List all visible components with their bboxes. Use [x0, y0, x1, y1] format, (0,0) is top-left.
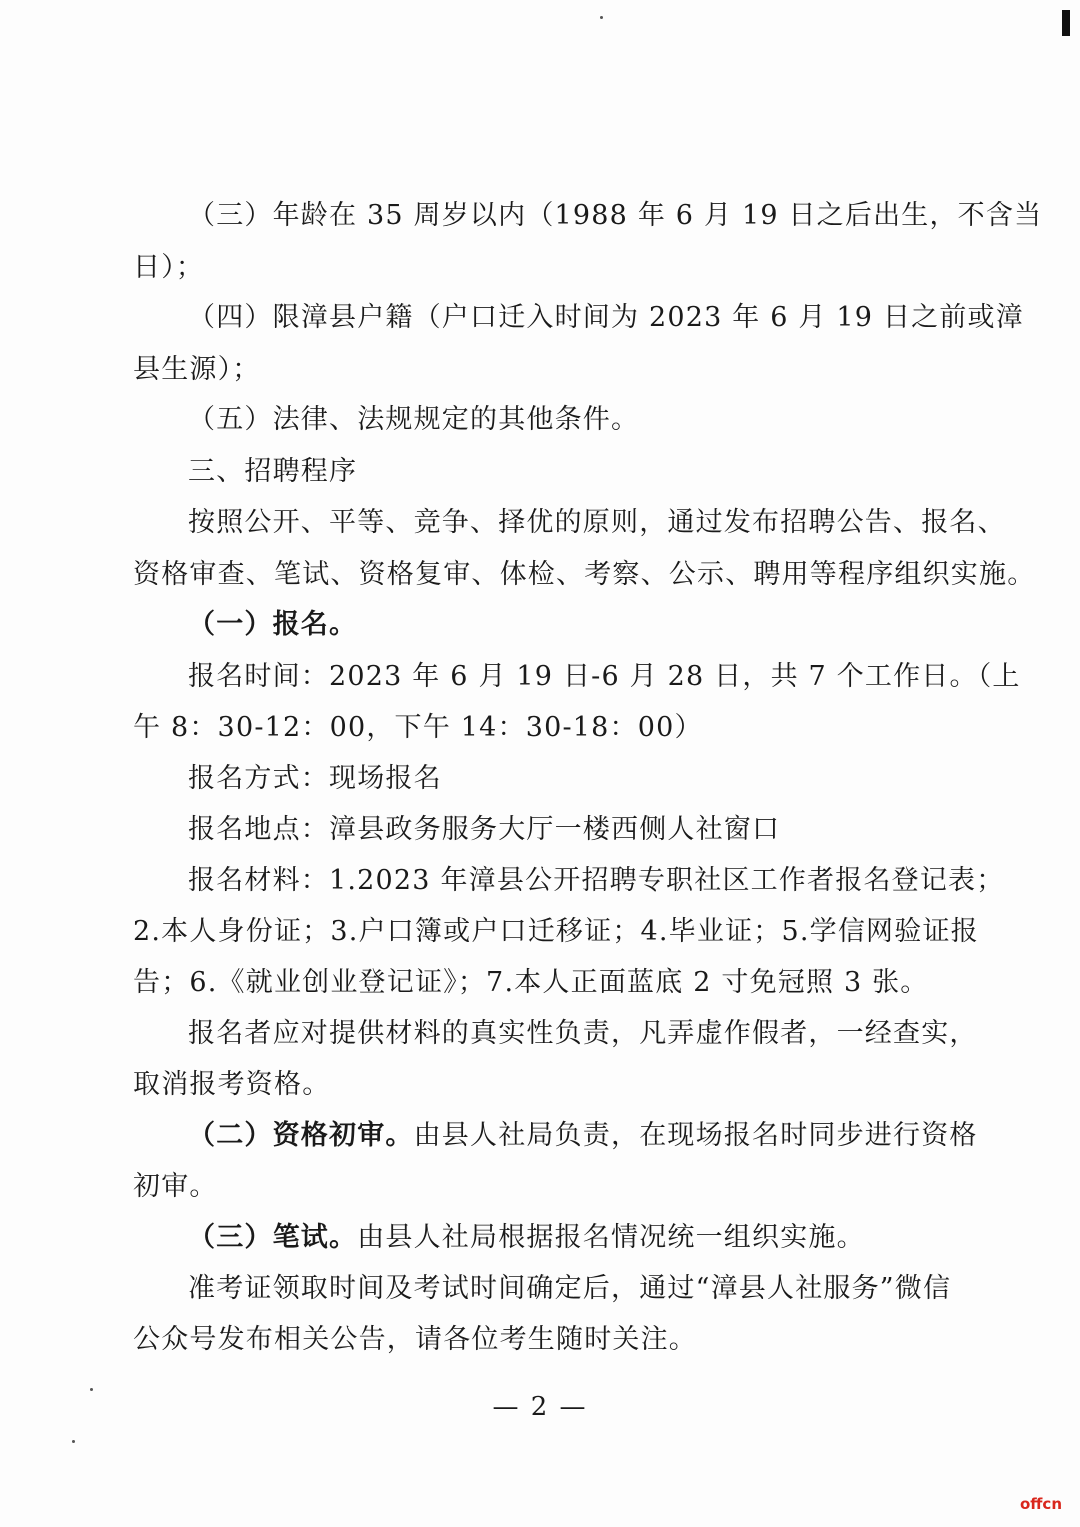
scan-speck — [600, 16, 603, 19]
registration-time-line-1: 报名时间：2023 年 6 月 19 日-6 月 28 日，共 7 个工作日。（上 — [188, 661, 1021, 692]
section-heading-procedure: 三、招聘程序 — [188, 456, 358, 487]
scan-speck — [72, 1440, 75, 1443]
registration-materials-line-3: 告；6.《就业创业登记证》；7.本人正面蓝底 2 寸免冠照 3 张。 — [133, 967, 929, 998]
authenticity-line-1: 报名者应对提供材料的真实性负责，凡弄虚作假者，一经查实， — [188, 1018, 978, 1049]
scan-edge-mark — [1062, 10, 1070, 36]
registration-materials-line-1: 报名材料：1.2023 年漳县公开招聘专职社区工作者报名登记表； — [188, 865, 1005, 896]
condition-hukou-line-2: 县生源）； — [133, 354, 261, 385]
authenticity-line-2: 取消报考资格。 — [133, 1069, 331, 1100]
qualification-review-label: （二）资格初审。 — [188, 1120, 414, 1151]
procedure-text-line-1: 按照公开、平等、竞争、择优的原则，通过发布招聘公告、报名、 — [188, 507, 1006, 538]
watermark-logo: offcn — [1019, 1495, 1062, 1513]
condition-hukou-line-1: （四）限漳县户籍（户口迁入时间为 2023 年 6 月 19 日之前或漳 — [188, 302, 1024, 333]
written-exam-label: （三）笔试。 — [188, 1222, 358, 1253]
qualification-review-line-1 — [0, 1116, 1080, 1156]
admission-ticket-line-2: 公众号发布相关公告，请各位考生随时关注。 — [133, 1324, 697, 1355]
procedure-text-line-2: 资格审查、笔试、资格复审、体检、考察、公示、聘用等程序组织实施。 — [133, 559, 1036, 590]
admission-ticket-line-1: 准考证领取时间及考试时间确定后，通过“漳县人社服务”微信 — [188, 1273, 952, 1304]
subsection-registration: （一）报名。 — [188, 609, 358, 640]
written-exam-line — [0, 1218, 1080, 1258]
qualification-review-text: 由县人社局负责，在现场报名时同步进行资格 — [413, 1120, 978, 1151]
registration-method: 报名方式：现场报名 — [188, 763, 442, 794]
scan-speck — [90, 1388, 93, 1391]
condition-other-line: （五）法律、法规规定的其他条件。 — [188, 404, 640, 435]
registration-location: 报名地点：漳县政务服务大厅一楼西侧人社窗口 — [188, 814, 781, 845]
page-number: — 2 — — [492, 1392, 588, 1422]
registration-time-line-2: 午 8：30-12：00，下午 14：30-18：00） — [133, 712, 703, 743]
condition-age-line-1: （三）年龄在 35 周岁以内（1988 年 6 月 19 日之后出生，不含当 — [188, 200, 1043, 231]
condition-age-line-2: 日）； — [133, 252, 205, 283]
qualification-review-line-2: 初审。 — [133, 1171, 218, 1202]
registration-materials-line-2: 2.本人身份证；3.户口簿或户口迁移证；4.毕业证；5.学信网验证报 — [133, 916, 979, 947]
written-exam-text: 由县人社局根据报名情况统一组织实施。 — [357, 1222, 865, 1253]
